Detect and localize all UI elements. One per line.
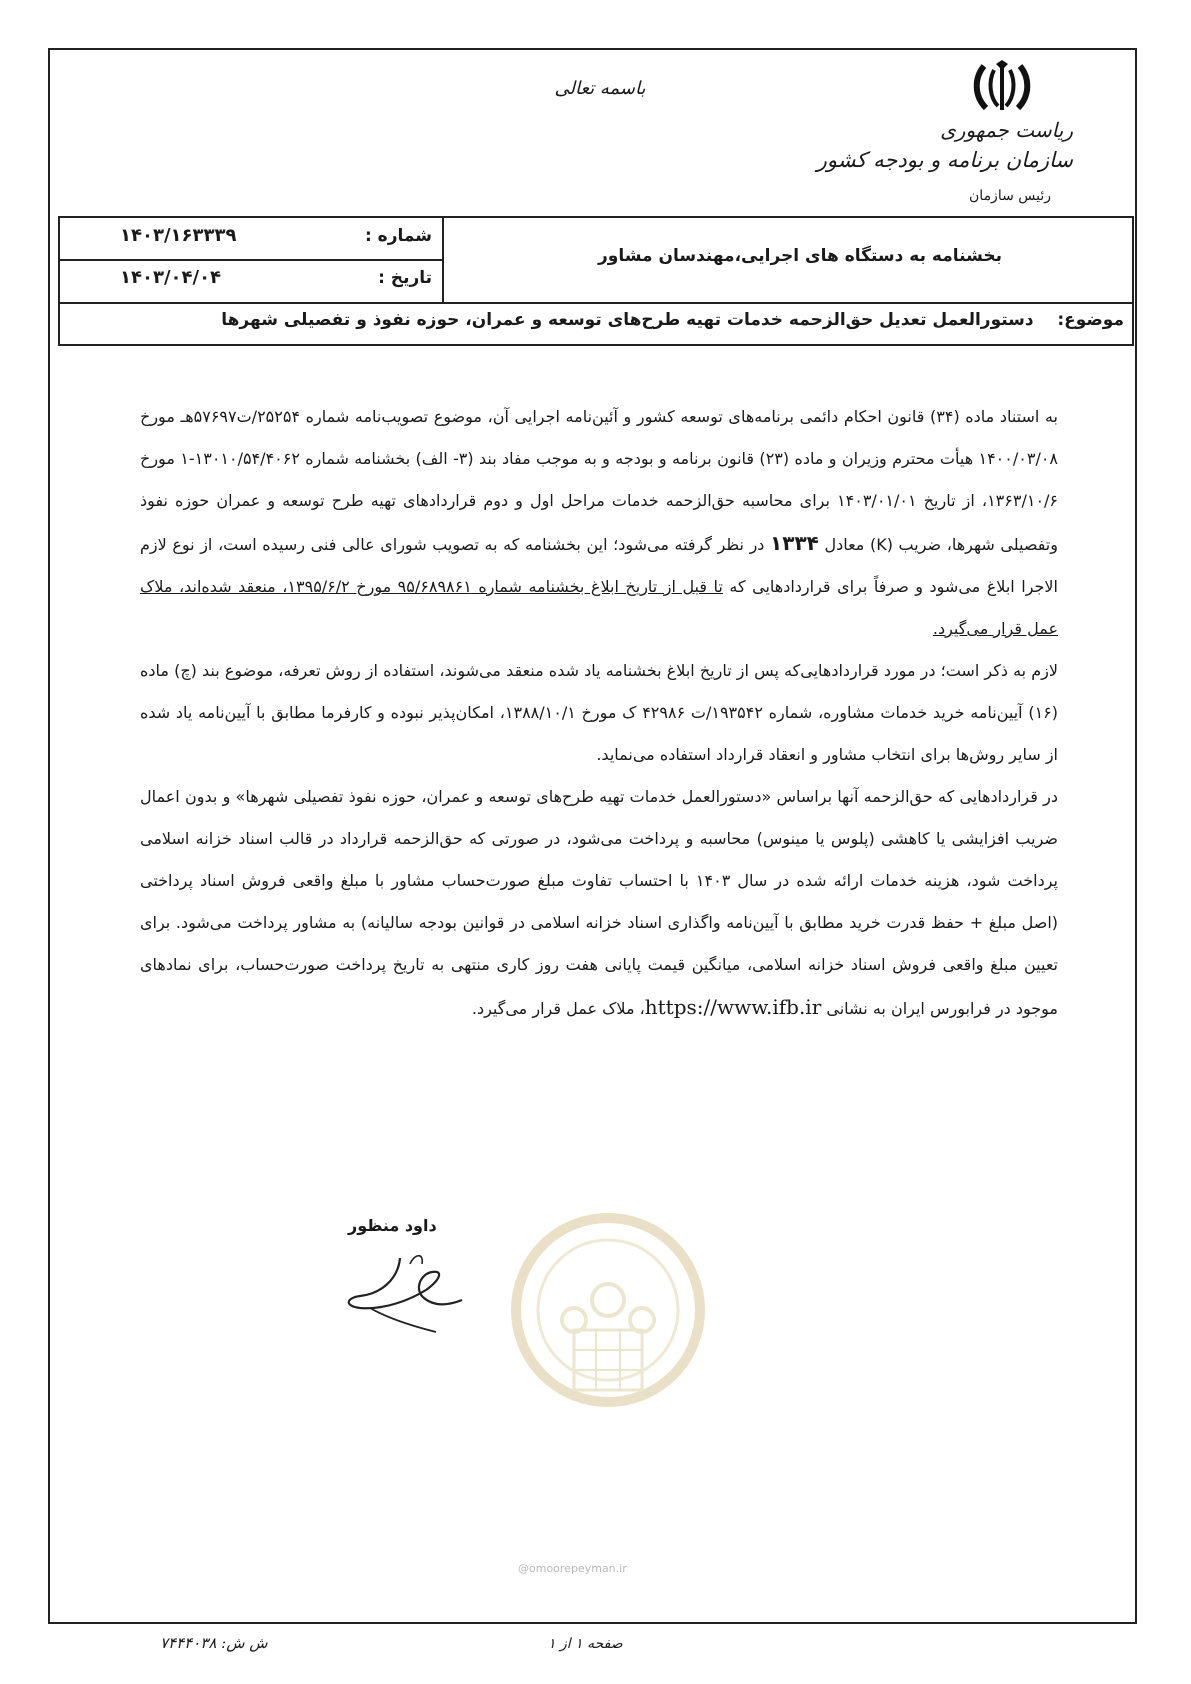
signatory-name: داود منظور [348,1216,437,1235]
paragraph-3-part-a: در قراردادهایی که حق‌الزحمه آنها براساس «دستورالعمل خدمات تهیه طرح‌های توسعه و عمران، حوزه نفوذ تفصیلی شهرها» و بدون اعمال ضریب افزایشی یا کاهشی (پلوس یا مینوس) محاسبه و پرداخت می‌شود، در صورتی که حق‌الزحمه قرارداد در قالب اسناد خزانه اسلامی پرداخت شود، هزینه خدمات ارائه شده در سال ۱۴۰۳ با احتساب تفاوت مبلغ صورت‌حساب مشاور با مبلغ واقعی فروش اسناد پرداختی (اصل مبلغ + حفظ قدرت خرید مطابق با آیین‌نامه واگذاری اسناد خزانه اسلامی در قوانین بودجه سالیانه) به مشاور پرداخت می‌شود. برای تعیین مبلغ واقعی فروش اسناد خزانه اسلامی، میانگین قیمت پایانی هفت روز کاری منتهی به تاریخ پرداخت صورت‌حساب، برای نمادهای موجود در فرابورس ایران به نشانی [140,787,1058,1018]
tracking-code: ش ش: ۷۴۴۴۰۳۸ [160,1634,268,1652]
org-name: سازمان برنامه و بودجه کشور [816,148,1073,172]
number-date-box [60,218,444,302]
number-row [60,218,442,261]
emblem-icon [972,60,1032,114]
date-label: تاریخ : [378,268,432,288]
paragraph-1 [140,396,1058,650]
org-presidency: ریاست جمهوری [940,118,1073,142]
letter-header-box [58,216,1134,346]
paragraph-2: لازم به ذکر است؛ در مورد قراردادهایی‌که پس از تاریخ ابلاغ بخشنامه یاد شده منعقد می‌شوند، استفاده از روش تعرفه، موضوع بند (چ) ماده (۱۶) آیین‌نامه خرید خدمات مشاوره، شماره ۱۹۳۵۴۲/ت ۴۲۹۸۶ ک مورخ ۱۳۸۸/۱۰/۱، امکان‌پذیر نبوده و کارفرما مطابق با آیین‌نامه یاد شده از سایر روش‌ها برای انتخاب مشاور و انعقاد قرارداد استفاده می‌نماید. [140,661,1059,764]
k-coefficient: ۱۳۳۴ [770,531,819,555]
watermark-text: @omoorepeyman.ir [518,1562,627,1575]
signature-icon [340,1250,470,1350]
paragraph-1-underlined: تا قبل از تاریخ ابلاغ بخشنامه شماره ۹۵/۶۸۹۸۶۱ مورخ ۱۳۹۵/۶/۲، منعقد شده‌اند، ملاک عمل قرار می‌گیرد. [140,577,1058,638]
paragraph-1-part-b: در نظر گرفته می‌شود؛ این بخشنامه که به تصویب شورای عالی فنی رسیده است، از نوع لازم الاجرا ابلاغ می‌شود و صرفاً برای قراردادهایی که [140,535,1058,596]
number-value: ۱۴۰۳/۱۶۳۳۳۹ [120,225,237,246]
watermark-seal [508,1180,708,1440]
subject-label: موضوع: [1057,310,1124,330]
paragraph-3 [140,776,1058,1030]
subject-text: دستورالعمل تعدیل حق‌الزحمه خدمات تهیه طرح‌های توسعه و عمران، حوزه نفوذ و تفصیلی شهرها [221,310,1034,330]
ifb-link[interactable]: https://www.ifb.ir [644,995,822,1019]
org-head-title: رئیس سازمان [969,188,1051,204]
paragraph-3-part-b: ، ملاک عمل قرار می‌گیرد. [471,999,645,1018]
subject-line [74,310,1124,330]
page-number: صفحه ۱ از ۱ [548,1636,623,1652]
recipient: بخشنامه به دستگاه های اجرایی،مهندسان مشاور [597,246,1002,266]
letter-body [140,396,1058,1030]
header-row [60,218,1132,304]
bismillah: باسمه تعالی [554,78,646,99]
number-label: شماره : [364,226,432,246]
paragraph-1-part-a: به استناد ماده (۳۴) قانون احکام دائمی برنامه‌های توسعه کشور و آئین‌نامه اجرایی آن، موضوع تصویب‌نامه شماره ۲۵۲۵۴/ت۵۷۶۹۷هـ مورخ ۱۴۰۰/۰۳/۰۸ هیأت محترم وزیران و ماده (۲۳) قانون برنامه و بودجه و به موجب مفاد بند (۳- الف) بخشنامه شماره ۱۳۰۱۰/۵۴/۴۰۶۲-۱ مورخ ۱۳۶۳/۱۰/۶، از تاریخ ۱۴۰۳/۰۱/۰۱ برای محاسبه حق‌الزحمه خدمات مراحل اول و دوم قراردادهای تهیه طرح توسعه و عمران حوزه نفوذ وتفصیلی شهرها، ضریب (K) معادل [140,407,1059,554]
date-row [60,260,442,301]
date-value: ۱۴۰۳/۰۴/۰۴ [120,267,222,288]
